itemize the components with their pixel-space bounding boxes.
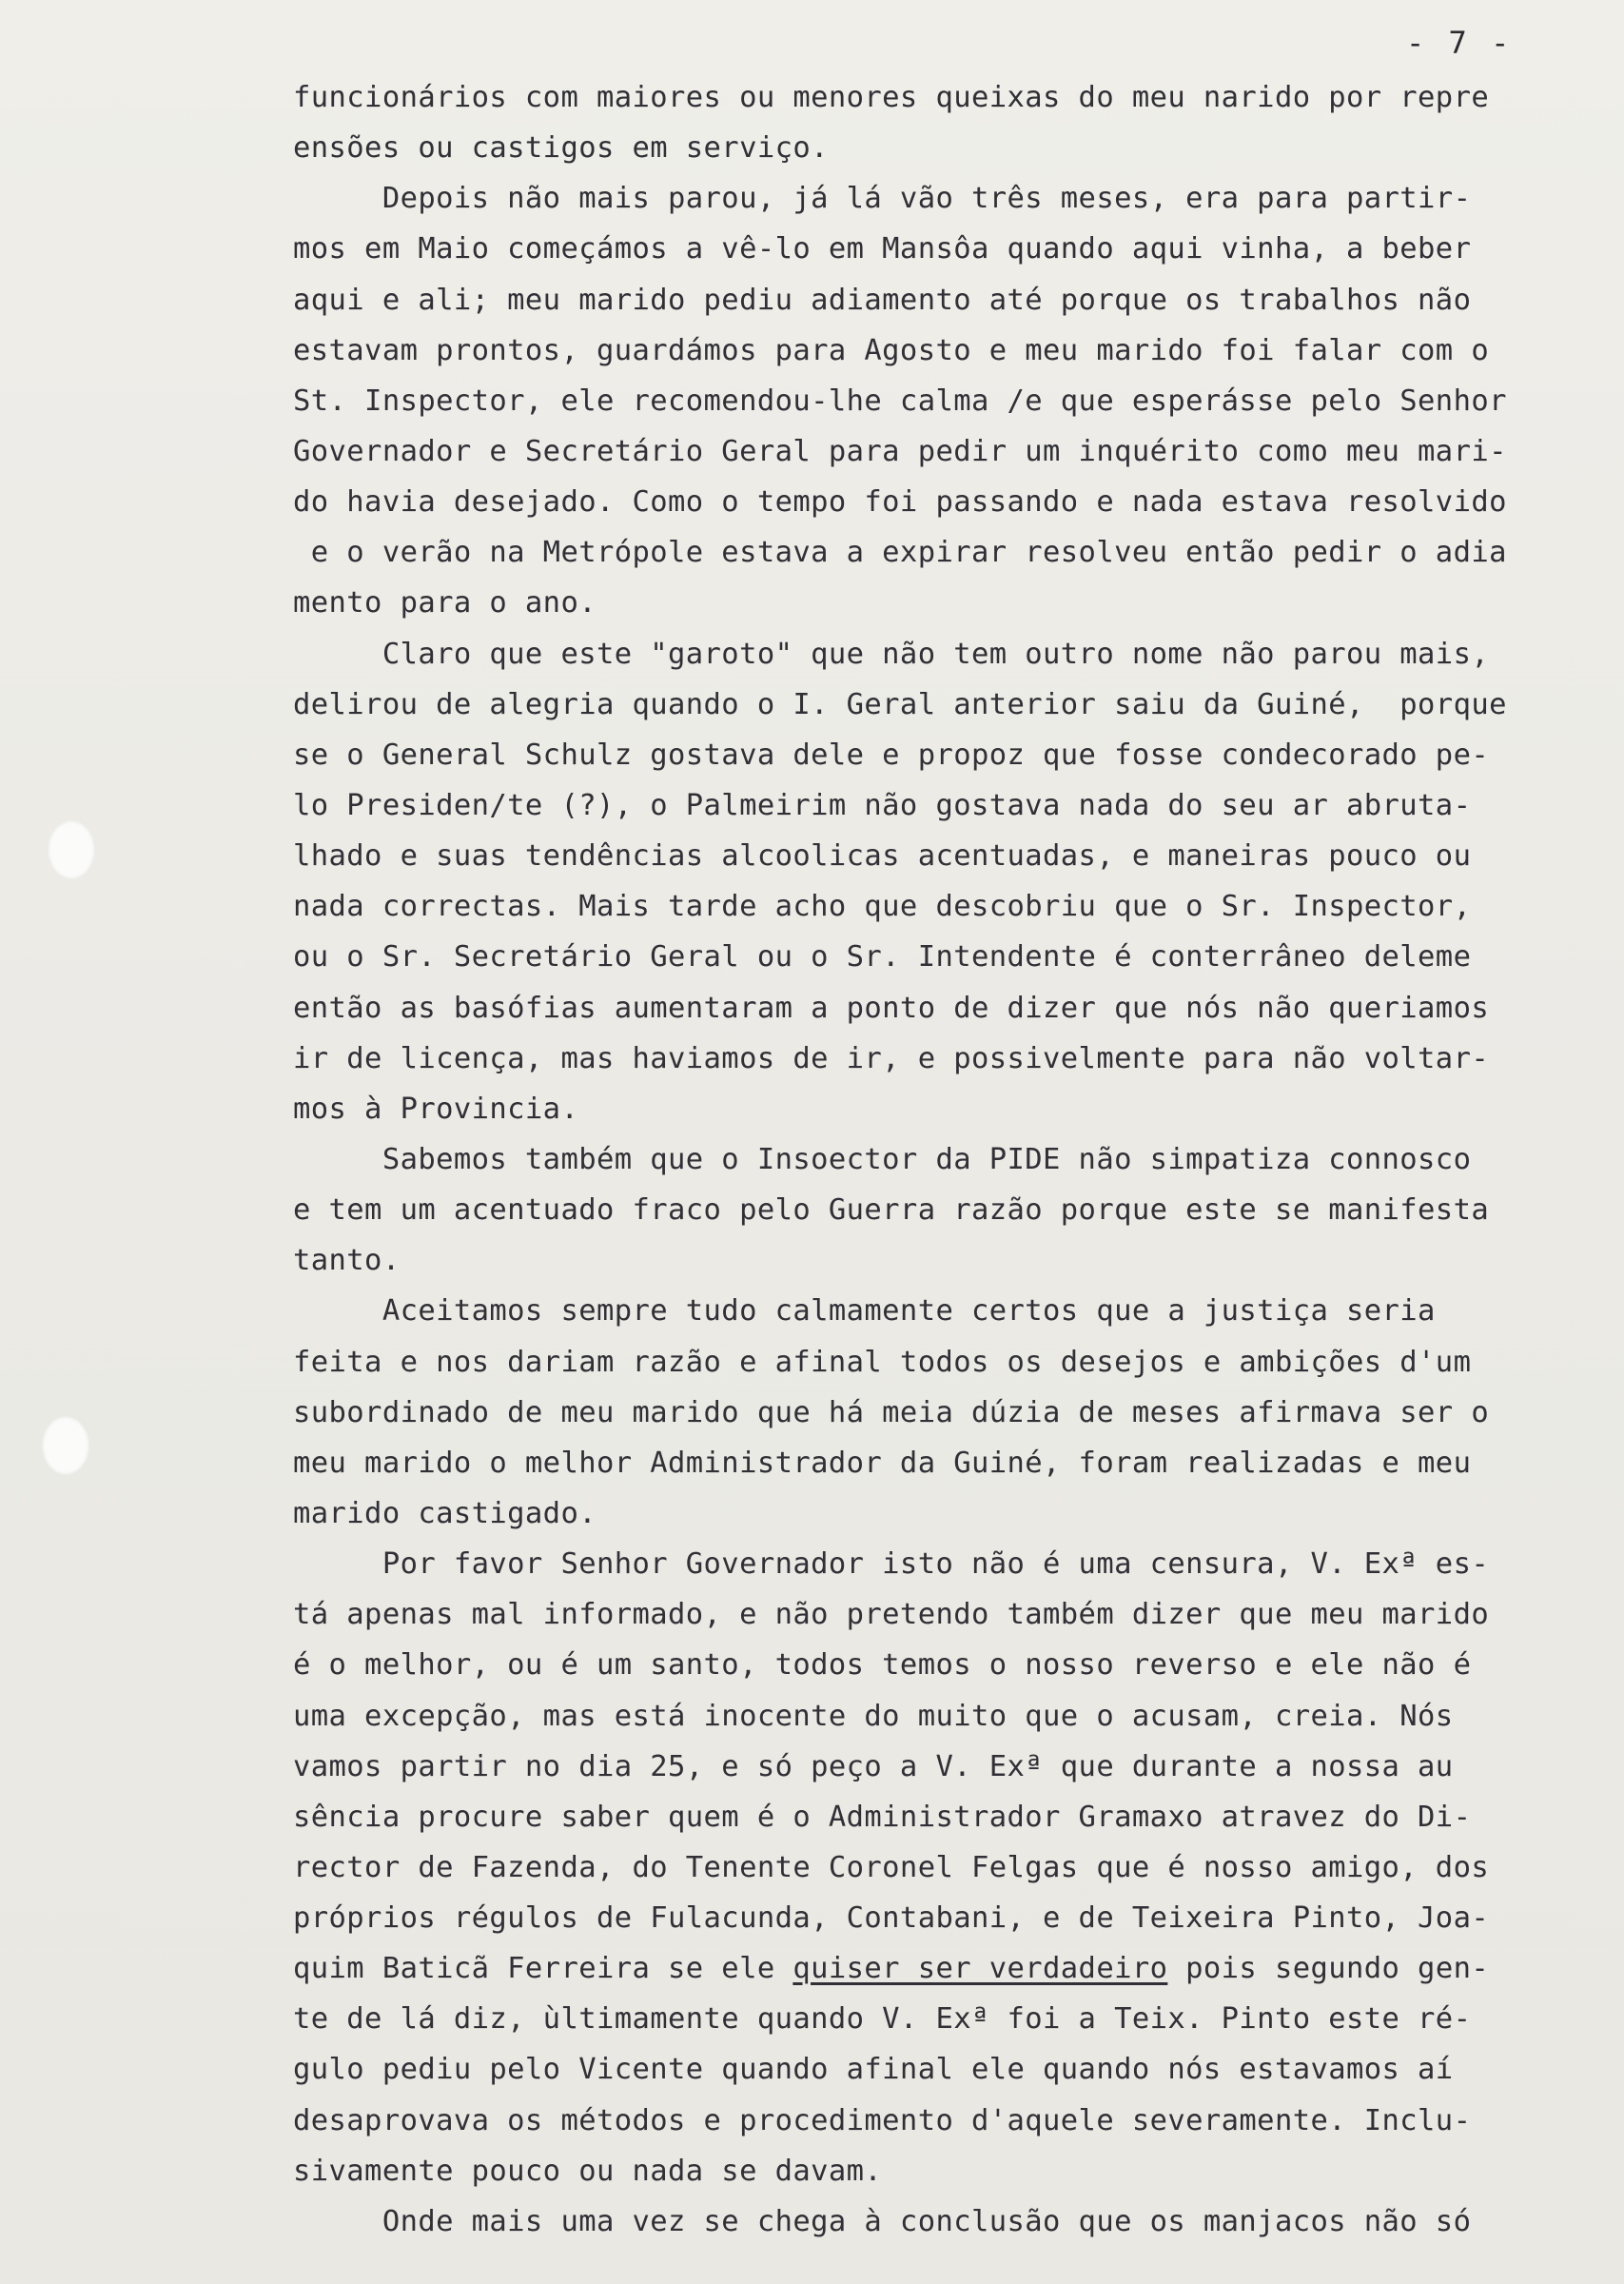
text-line: lo Presiden/te (?), o Palmeirim não gostava nada do seu ar abrutа- xyxy=(293,788,1472,822)
text-line: Sabemos também que o Insoector da PIDE não simpatiza connosco xyxy=(293,1142,1472,1176)
page-number: - 7 - xyxy=(1406,25,1513,61)
text-line: gulo pediu pelo Vicente quando afinal ele quando nós estavamos aí xyxy=(293,2053,1454,2087)
body-text xyxy=(293,72,1568,2247)
text-line: próprios régulos de Fulacunda, Contabani, e de Teixeira Pinto, Joa- xyxy=(293,1901,1490,1936)
text-line: rector de Fazenda, do Tenente Coronel Felgas que é nosso amigo, dos xyxy=(293,1850,1490,1884)
text-line: então as basófias aumentaram a ponto de dizer que nós não queriamos xyxy=(293,991,1490,1025)
text-line: ensões ou castigos em serviço. xyxy=(293,131,829,166)
text-line: meu marido o melhor Administrador da Guiné, foram realizadas e meu xyxy=(293,1446,1472,1480)
text-line: aqui e ali; meu marido pediu adiamento até porque os trabalhos não xyxy=(293,283,1472,317)
text-line: tanto. xyxy=(293,1244,401,1278)
text-line: Claro que este "garoto" que não tem outro nome não parou mais, xyxy=(293,637,1490,671)
text-line: mos em Maio começámos a vê-lo em Mansôa quando aqui vinha, a beber xyxy=(293,232,1472,266)
text-line: Por favor Senhor Governador isto não é uma censura, V. Exª es- xyxy=(293,1547,1490,1582)
text-line: subordinado de meu marido que há meia dúzia de meses afirmava ser o xyxy=(293,1395,1490,1429)
text-line: St. Inspector, ele recomendou-lhe calma /e que esperásse pelo Senhor xyxy=(293,384,1507,418)
text-line: Onde mais uma vez se chega à conclusão que os manjacos não só xyxy=(293,2204,1472,2238)
text-line: estavam prontos, guardámos para Agosto e meu marido foi falar com o xyxy=(293,333,1490,367)
text-line: ou o Sr. Secretário Geral ou o Sr. Intendente é conterrâneo deleme xyxy=(293,940,1472,975)
text-line: funcionários com maiores ou menores queixas do meu narido por repre xyxy=(293,81,1490,114)
text-line-start: quim Baticã Ferreira se ele xyxy=(293,1952,793,1986)
text-line: é o melhor, ou é um santo, todos temos o nosso reverso e ele não é xyxy=(293,1648,1472,1683)
text-line: do havia desejado. Como o tempo foi passando e nada estava resolvido xyxy=(293,485,1507,520)
text-line: Governador e Secretário Geral para pedir um inquérito como meu mari- xyxy=(293,434,1507,468)
text-line-end: pois segundo gen- xyxy=(1167,1952,1490,1986)
text-line: Depois não mais parou, já lá vão três meses, era para partir- xyxy=(293,182,1472,216)
underlined-phrase: quiser ser verdadeiro xyxy=(792,1952,1168,1986)
text-line: uma excepção, mas está inocente do muito que o acusam, creia. Nós xyxy=(293,1699,1454,1733)
text-line xyxy=(293,1943,1568,1994)
text-line: e tem um acentuado fraco pelo Guerra razão porque este se manifesta xyxy=(293,1193,1490,1228)
text-line: Aceitamos sempre tudo calmamente certos que a justiça seria xyxy=(293,1294,1436,1329)
text-line: tá apenas mal informado, e não pretendo também dizer que meu marido xyxy=(293,1598,1490,1632)
punch-hole xyxy=(48,820,95,879)
text-line: vamos partir no dia 25, e só peço a V. Exª que durante a nossa au xyxy=(293,1749,1454,1783)
text-line: ir de licença, mas haviamos de ir, e possivelmente para não voltar- xyxy=(293,1041,1490,1075)
text-line: mento para o ano. xyxy=(293,586,597,620)
text-line: marido castigado. xyxy=(293,1496,597,1530)
text-line: lhado e suas tendências alcoolicas acentuadas, e maneiras pouco ou xyxy=(293,839,1472,874)
text-line: mos à Provincia. xyxy=(293,1092,579,1126)
text-line: e o verão na Metrópole estava a expirar resolveu então pedir o adia xyxy=(293,536,1507,570)
punch-hole xyxy=(42,1416,89,1475)
text-line: se o General Schulz gostava dele e propoz que fosse condecorado pe- xyxy=(293,738,1490,772)
text-line: sência procure saber quem é o Administrador Gramaxo atravez do Di- xyxy=(293,1800,1472,1834)
text-line: delirou de alegria quando o I. Geral anterior saiu da Guiné, porque xyxy=(293,687,1507,721)
text-line: feita e nos dariam razão e afinal todos os desejos e ambições d'um xyxy=(293,1345,1472,1379)
text-line: nada correctas. Mais tarde acho que descobriu que o Sr. Inspector, xyxy=(293,890,1472,924)
text-line: sivamente pouco ou nada se davam. xyxy=(293,2154,883,2188)
text-line: te de lá diz, ùltimamente quando V. Exª foi a Teix. Pinto este ré- xyxy=(293,2002,1472,2037)
text-line: desaprovava os métodos e procedimento d'aquele severamente. Inclu- xyxy=(293,2103,1472,2137)
